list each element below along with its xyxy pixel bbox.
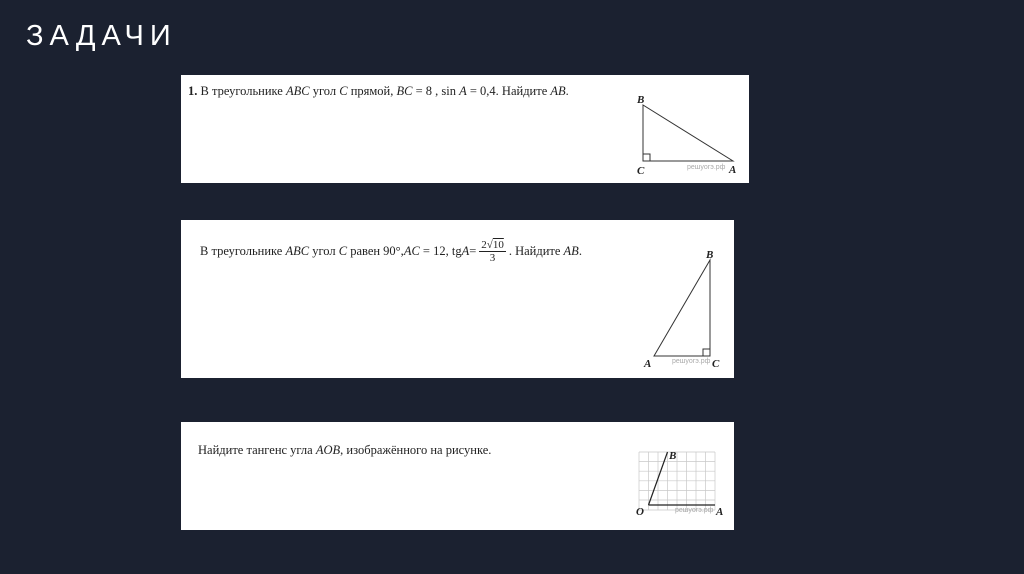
- vertex-label-c: C: [712, 358, 720, 368]
- text-fragment: В треугольнике: [200, 244, 283, 258]
- text-fragment: В треугольнике: [197, 84, 286, 98]
- text-fragment: = 8 , sin: [412, 84, 460, 98]
- vertex-label-a: A: [729, 164, 737, 176]
- problem-3-text: [198, 443, 491, 458]
- text-fragment: угол: [309, 84, 340, 98]
- target-segment: AB: [550, 84, 566, 98]
- problem-1-text: [188, 84, 569, 99]
- numerator-coefficient: 2: [481, 239, 487, 251]
- tangent-fraction: [479, 239, 506, 264]
- variable-name: A: [459, 84, 467, 98]
- vertex-label-b: B: [637, 94, 645, 106]
- problem-card-2: [181, 220, 734, 378]
- triangle-figure-2: [636, 246, 726, 368]
- watermark: решуогэ.рф: [687, 164, 726, 171]
- problem-2-text: [200, 239, 582, 264]
- text-fragment: , изображённого на рисунке.: [340, 443, 492, 457]
- angle-name: C: [338, 244, 348, 258]
- problem-card-3: [181, 422, 734, 530]
- text-fragment: равен 90°,: [350, 244, 404, 258]
- variable-name: A: [461, 244, 470, 258]
- vertex-label-b: B: [706, 249, 714, 261]
- fraction-denominator: 3: [489, 252, 496, 264]
- triangle-name: ABC: [285, 244, 310, 258]
- vertex-label-a: A: [716, 506, 724, 518]
- angle-name: AOB: [315, 443, 341, 457]
- problem-card-1: [181, 75, 749, 183]
- text-fragment: = 0,4. Найдите: [466, 84, 551, 98]
- sqrt-symbol: √: [486, 239, 493, 251]
- vertex-label-o: O: [636, 506, 644, 518]
- watermark: решуогэ.рф: [672, 358, 711, 365]
- text-fragment: Найдите тангенс угла: [198, 443, 316, 457]
- radicand: 10: [492, 239, 504, 251]
- text-fragment: .: [565, 84, 569, 98]
- triangle-name: ABC: [285, 84, 310, 98]
- text-fragment: =: [469, 244, 477, 258]
- triangle-figure-1: [631, 91, 741, 177]
- text-fragment: угол: [312, 244, 336, 258]
- grid-figure-3: [633, 448, 725, 520]
- text-fragment: .: [578, 244, 582, 258]
- watermark: решуогэ.рф: [675, 507, 714, 514]
- text-fragment: = 12, tg: [422, 244, 462, 258]
- vertex-label-b: B: [669, 450, 677, 462]
- side-name: AC: [403, 244, 420, 258]
- problem-1-number: 1.: [188, 84, 198, 98]
- vertex-label-a: A: [644, 358, 652, 368]
- side-name: BC: [396, 84, 413, 98]
- angle-name: C: [339, 84, 348, 98]
- fraction-numerator: [479, 239, 506, 252]
- text-fragment: прямой,: [347, 84, 397, 98]
- slide-title: ЗАДАЧИ: [26, 20, 177, 52]
- vertex-label-c: C: [637, 165, 645, 177]
- text-fragment: . Найдите: [508, 244, 561, 258]
- target-segment: AB: [563, 244, 579, 258]
